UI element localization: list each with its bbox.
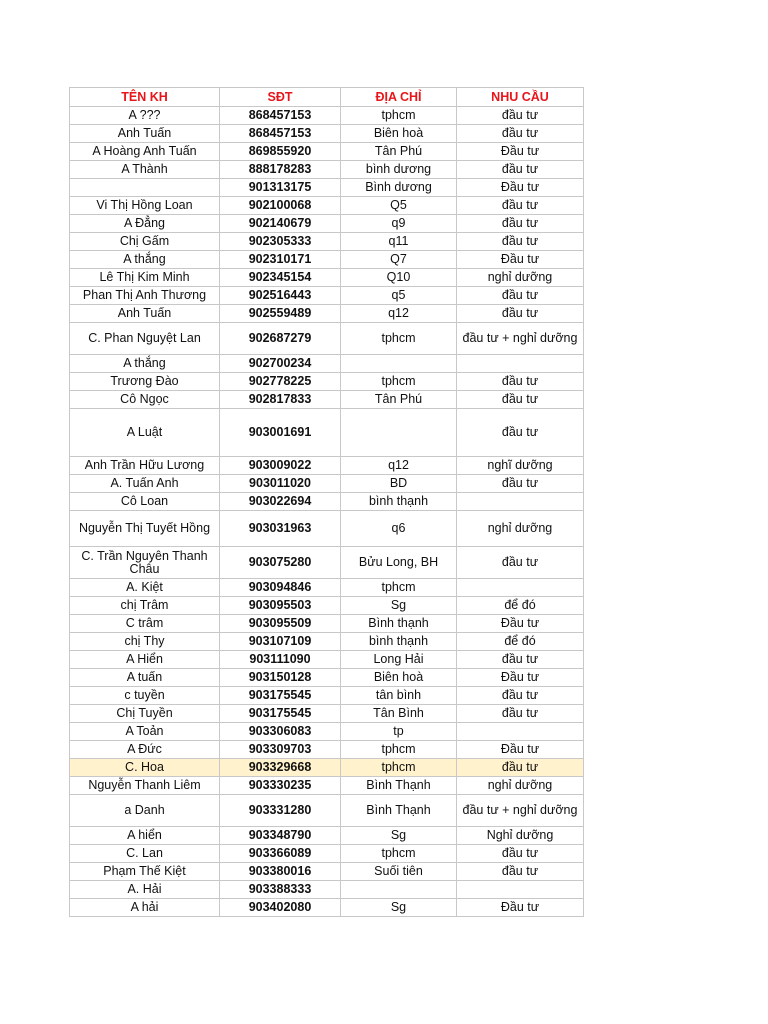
cell-phone: 902778225 bbox=[220, 373, 341, 391]
cell-need bbox=[457, 881, 584, 899]
cell-need bbox=[457, 579, 584, 597]
table-row bbox=[70, 143, 584, 161]
cell-name: A thắng bbox=[70, 355, 220, 373]
header-phone: SĐT bbox=[220, 88, 341, 107]
cell-name: C. Phan Nguyệt Lan bbox=[70, 323, 220, 355]
cell-phone: 902817833 bbox=[220, 391, 341, 409]
table-row bbox=[70, 669, 584, 687]
cell-phone: 903348790 bbox=[220, 827, 341, 845]
cell-phone: 903022694 bbox=[220, 493, 341, 511]
cell-name: Lê Thị Kim Minh bbox=[70, 269, 220, 287]
table-row bbox=[70, 705, 584, 723]
cell-name: Chị Tuyền bbox=[70, 705, 220, 723]
cell-phone: 903095503 bbox=[220, 597, 341, 615]
cell-phone: 902516443 bbox=[220, 287, 341, 305]
cell-need: nghỉ dưỡng bbox=[457, 777, 584, 795]
cell-address: Q7 bbox=[341, 251, 457, 269]
cell-need: đầu tư bbox=[457, 475, 584, 493]
cell-phone: 868457153 bbox=[220, 107, 341, 125]
cell-phone: 903366089 bbox=[220, 845, 341, 863]
header-row bbox=[70, 88, 584, 107]
cell-need: đầu tư bbox=[457, 705, 584, 723]
cell-phone: 902700234 bbox=[220, 355, 341, 373]
cell-need: nghỉ dưỡng bbox=[457, 511, 584, 547]
cell-address: Biên hoà bbox=[341, 125, 457, 143]
cell-phone: 902687279 bbox=[220, 323, 341, 355]
cell-name: A. Hải bbox=[70, 881, 220, 899]
table-row bbox=[70, 493, 584, 511]
table-row bbox=[70, 269, 584, 287]
cell-address: Bình Thạnh bbox=[341, 777, 457, 795]
cell-need: đầu tư bbox=[457, 215, 584, 233]
cell-name: a Danh bbox=[70, 795, 220, 827]
cell-need: đầu tư bbox=[457, 409, 584, 457]
cell-phone: 903095509 bbox=[220, 615, 341, 633]
table-row bbox=[70, 651, 584, 669]
table-row bbox=[70, 597, 584, 615]
table-row bbox=[70, 373, 584, 391]
cell-name: Anh Trần Hữu Lương bbox=[70, 457, 220, 475]
cell-phone: 903094846 bbox=[220, 579, 341, 597]
table-row bbox=[70, 899, 584, 917]
table-row bbox=[70, 287, 584, 305]
cell-phone: 903331280 bbox=[220, 795, 341, 827]
cell-need: Đầu tư bbox=[457, 899, 584, 917]
cell-name: Phạm Thế Kiệt bbox=[70, 863, 220, 881]
cell-phone: 903388333 bbox=[220, 881, 341, 899]
cell-name: A ??? bbox=[70, 107, 220, 125]
table-row bbox=[70, 863, 584, 881]
cell-address: Bình dương bbox=[341, 179, 457, 197]
table-row bbox=[70, 827, 584, 845]
cell-name: Anh Tuấn bbox=[70, 125, 220, 143]
cell-address: Tân Phú bbox=[341, 391, 457, 409]
cell-need: Đầu tư bbox=[457, 615, 584, 633]
cell-address: q11 bbox=[341, 233, 457, 251]
cell-phone: 903111090 bbox=[220, 651, 341, 669]
cell-name: A Hiển bbox=[70, 651, 220, 669]
cell-name: Trương Đào bbox=[70, 373, 220, 391]
cell-address: Bình Thạnh bbox=[341, 795, 457, 827]
cell-phone: 902345154 bbox=[220, 269, 341, 287]
header-need: NHU CẦU bbox=[457, 88, 584, 107]
cell-name: A Luật bbox=[70, 409, 220, 457]
cell-phone: 902140679 bbox=[220, 215, 341, 233]
cell-phone: 903031963 bbox=[220, 511, 341, 547]
cell-phone: 903009022 bbox=[220, 457, 341, 475]
table-row bbox=[70, 475, 584, 493]
cell-address: Bình thạnh bbox=[341, 615, 457, 633]
cell-name: c tuyền bbox=[70, 687, 220, 705]
cell-name: A tuấn bbox=[70, 669, 220, 687]
cell-address: Sg bbox=[341, 827, 457, 845]
cell-need: để đó bbox=[457, 633, 584, 651]
cell-phone: 903306083 bbox=[220, 723, 341, 741]
cell-need bbox=[457, 493, 584, 511]
table-row bbox=[70, 215, 584, 233]
cell-need: đầu tư bbox=[457, 373, 584, 391]
cell-phone: 903380016 bbox=[220, 863, 341, 881]
cell-phone: 903011020 bbox=[220, 475, 341, 493]
cell-need: đầu tư + nghỉ dưỡng bbox=[457, 323, 584, 355]
cell-address: q9 bbox=[341, 215, 457, 233]
cell-name: A Thành bbox=[70, 161, 220, 179]
cell-address bbox=[341, 355, 457, 373]
cell-address: Tân Phú bbox=[341, 143, 457, 161]
table-row bbox=[70, 777, 584, 795]
cell-phone: 888178283 bbox=[220, 161, 341, 179]
cell-need: Nghỉ dưỡng bbox=[457, 827, 584, 845]
cell-need: đầu tư bbox=[457, 233, 584, 251]
cell-address: Q5 bbox=[341, 197, 457, 215]
cell-address: tphcm bbox=[341, 759, 457, 777]
cell-name: C. Hoa bbox=[70, 759, 220, 777]
cell-phone: 869855920 bbox=[220, 143, 341, 161]
cell-phone: 903309703 bbox=[220, 741, 341, 759]
cell-phone: 903107109 bbox=[220, 633, 341, 651]
cell-need: đầu tư bbox=[457, 197, 584, 215]
cell-need: đầu tư bbox=[457, 161, 584, 179]
cell-phone: 903329668 bbox=[220, 759, 341, 777]
cell-need: để đó bbox=[457, 597, 584, 615]
table-row bbox=[70, 355, 584, 373]
table-row bbox=[70, 233, 584, 251]
cell-address: Bửu Long, BH bbox=[341, 547, 457, 579]
cell-address: Tân Bình bbox=[341, 705, 457, 723]
cell-address: q5 bbox=[341, 287, 457, 305]
cell-name: A Hoàng Anh Tuấn bbox=[70, 143, 220, 161]
cell-name: A hiển bbox=[70, 827, 220, 845]
cell-name: A thắng bbox=[70, 251, 220, 269]
cell-need: đầu tư bbox=[457, 759, 584, 777]
cell-address: tphcm bbox=[341, 579, 457, 597]
table-row bbox=[70, 323, 584, 355]
cell-address: Long Hải bbox=[341, 651, 457, 669]
header-name: TÊN KH bbox=[70, 88, 220, 107]
table-row bbox=[70, 579, 584, 597]
cell-address: q12 bbox=[341, 305, 457, 323]
cell-need: đầu tư bbox=[457, 863, 584, 881]
cell-need: đầu tư bbox=[457, 287, 584, 305]
cell-name: A. Tuấn Anh bbox=[70, 475, 220, 493]
table-row bbox=[70, 305, 584, 323]
cell-address: q12 bbox=[341, 457, 457, 475]
cell-phone: 903150128 bbox=[220, 669, 341, 687]
cell-need: đầu tư bbox=[457, 845, 584, 863]
table-row bbox=[70, 633, 584, 651]
cell-need: Đầu tư bbox=[457, 143, 584, 161]
customer-table bbox=[69, 87, 584, 917]
cell-name: C. Trần Nguyên Thanh Châu bbox=[70, 547, 220, 579]
table-row bbox=[70, 547, 584, 579]
cell-address: Sg bbox=[341, 899, 457, 917]
cell-address: bình dương bbox=[341, 161, 457, 179]
cell-name: A. Kiệt bbox=[70, 579, 220, 597]
cell-name: Cô Loan bbox=[70, 493, 220, 511]
table-row bbox=[70, 795, 584, 827]
cell-need: đầu tư bbox=[457, 391, 584, 409]
cell-address: tphcm bbox=[341, 845, 457, 863]
cell-phone: 901313175 bbox=[220, 179, 341, 197]
cell-name: Nguyễn Thanh Liêm bbox=[70, 777, 220, 795]
table-row bbox=[70, 457, 584, 475]
cell-need: Đầu tư bbox=[457, 669, 584, 687]
cell-phone: 902559489 bbox=[220, 305, 341, 323]
table-row bbox=[70, 615, 584, 633]
cell-name: chị Thy bbox=[70, 633, 220, 651]
table-row bbox=[70, 845, 584, 863]
table-row bbox=[70, 391, 584, 409]
table-row bbox=[70, 179, 584, 197]
cell-need: đầu tư bbox=[457, 125, 584, 143]
table-row bbox=[70, 125, 584, 143]
cell-name: Phan Thị Anh Thương bbox=[70, 287, 220, 305]
cell-name: Nguyễn Thị Tuyết Hồng bbox=[70, 511, 220, 547]
table-row bbox=[70, 741, 584, 759]
cell-address: Biên hoà bbox=[341, 669, 457, 687]
cell-need: Đầu tư bbox=[457, 741, 584, 759]
cell-need: đầu tư bbox=[457, 107, 584, 125]
cell-phone: 903175545 bbox=[220, 687, 341, 705]
cell-name: C trâm bbox=[70, 615, 220, 633]
cell-phone: 903175545 bbox=[220, 705, 341, 723]
table-row bbox=[70, 511, 584, 547]
cell-phone: 902305333 bbox=[220, 233, 341, 251]
cell-phone: 903075280 bbox=[220, 547, 341, 579]
cell-name: C. Lan bbox=[70, 845, 220, 863]
table-row bbox=[70, 161, 584, 179]
cell-address: bình thạnh bbox=[341, 633, 457, 651]
cell-name: A hải bbox=[70, 899, 220, 917]
cell-need: đầu tư bbox=[457, 651, 584, 669]
cell-name: A Toản bbox=[70, 723, 220, 741]
cell-address: Sg bbox=[341, 597, 457, 615]
table-row bbox=[70, 409, 584, 457]
cell-need: đầu tư bbox=[457, 547, 584, 579]
table-row bbox=[70, 723, 584, 741]
table-row bbox=[70, 759, 584, 777]
cell-name: Chị Gấm bbox=[70, 233, 220, 251]
cell-phone: 902310171 bbox=[220, 251, 341, 269]
cell-name bbox=[70, 179, 220, 197]
cell-need: đầu tư bbox=[457, 687, 584, 705]
table-row bbox=[70, 251, 584, 269]
table-row bbox=[70, 107, 584, 125]
cell-name: Cô Ngọc bbox=[70, 391, 220, 409]
cell-phone: 868457153 bbox=[220, 125, 341, 143]
cell-address: tphcm bbox=[341, 741, 457, 759]
cell-need: đầu tư bbox=[457, 305, 584, 323]
cell-name: A Đẳng bbox=[70, 215, 220, 233]
cell-address: tân bình bbox=[341, 687, 457, 705]
cell-address: tp bbox=[341, 723, 457, 741]
cell-need: Đầu tư bbox=[457, 251, 584, 269]
cell-address bbox=[341, 881, 457, 899]
cell-address: BD bbox=[341, 475, 457, 493]
table-row bbox=[70, 197, 584, 215]
cell-need bbox=[457, 723, 584, 741]
cell-address: Suối tiên bbox=[341, 863, 457, 881]
cell-address: Q10 bbox=[341, 269, 457, 287]
cell-name: A Đức bbox=[70, 741, 220, 759]
cell-name: chị Trâm bbox=[70, 597, 220, 615]
cell-phone: 903402080 bbox=[220, 899, 341, 917]
cell-address: bình thạnh bbox=[341, 493, 457, 511]
cell-address bbox=[341, 409, 457, 457]
cell-need: nghỉ dưỡng bbox=[457, 269, 584, 287]
cell-phone: 902100068 bbox=[220, 197, 341, 215]
cell-address: tphcm bbox=[341, 323, 457, 355]
cell-address: q6 bbox=[341, 511, 457, 547]
cell-phone: 903001691 bbox=[220, 409, 341, 457]
cell-need: nghĩ dưỡng bbox=[457, 457, 584, 475]
cell-name: Anh Tuấn bbox=[70, 305, 220, 323]
cell-need: Đầu tư bbox=[457, 179, 584, 197]
header-address: ĐỊA CHỈ bbox=[341, 88, 457, 107]
cell-phone: 903330235 bbox=[220, 777, 341, 795]
table-row bbox=[70, 687, 584, 705]
cell-need: đầu tư + nghỉ dưỡng bbox=[457, 795, 584, 827]
table-row bbox=[70, 881, 584, 899]
cell-name: Vi Thị Hồng Loan bbox=[70, 197, 220, 215]
cell-address: tphcm bbox=[341, 373, 457, 391]
cell-address: tphcm bbox=[341, 107, 457, 125]
table-body bbox=[70, 107, 584, 917]
cell-need bbox=[457, 355, 584, 373]
